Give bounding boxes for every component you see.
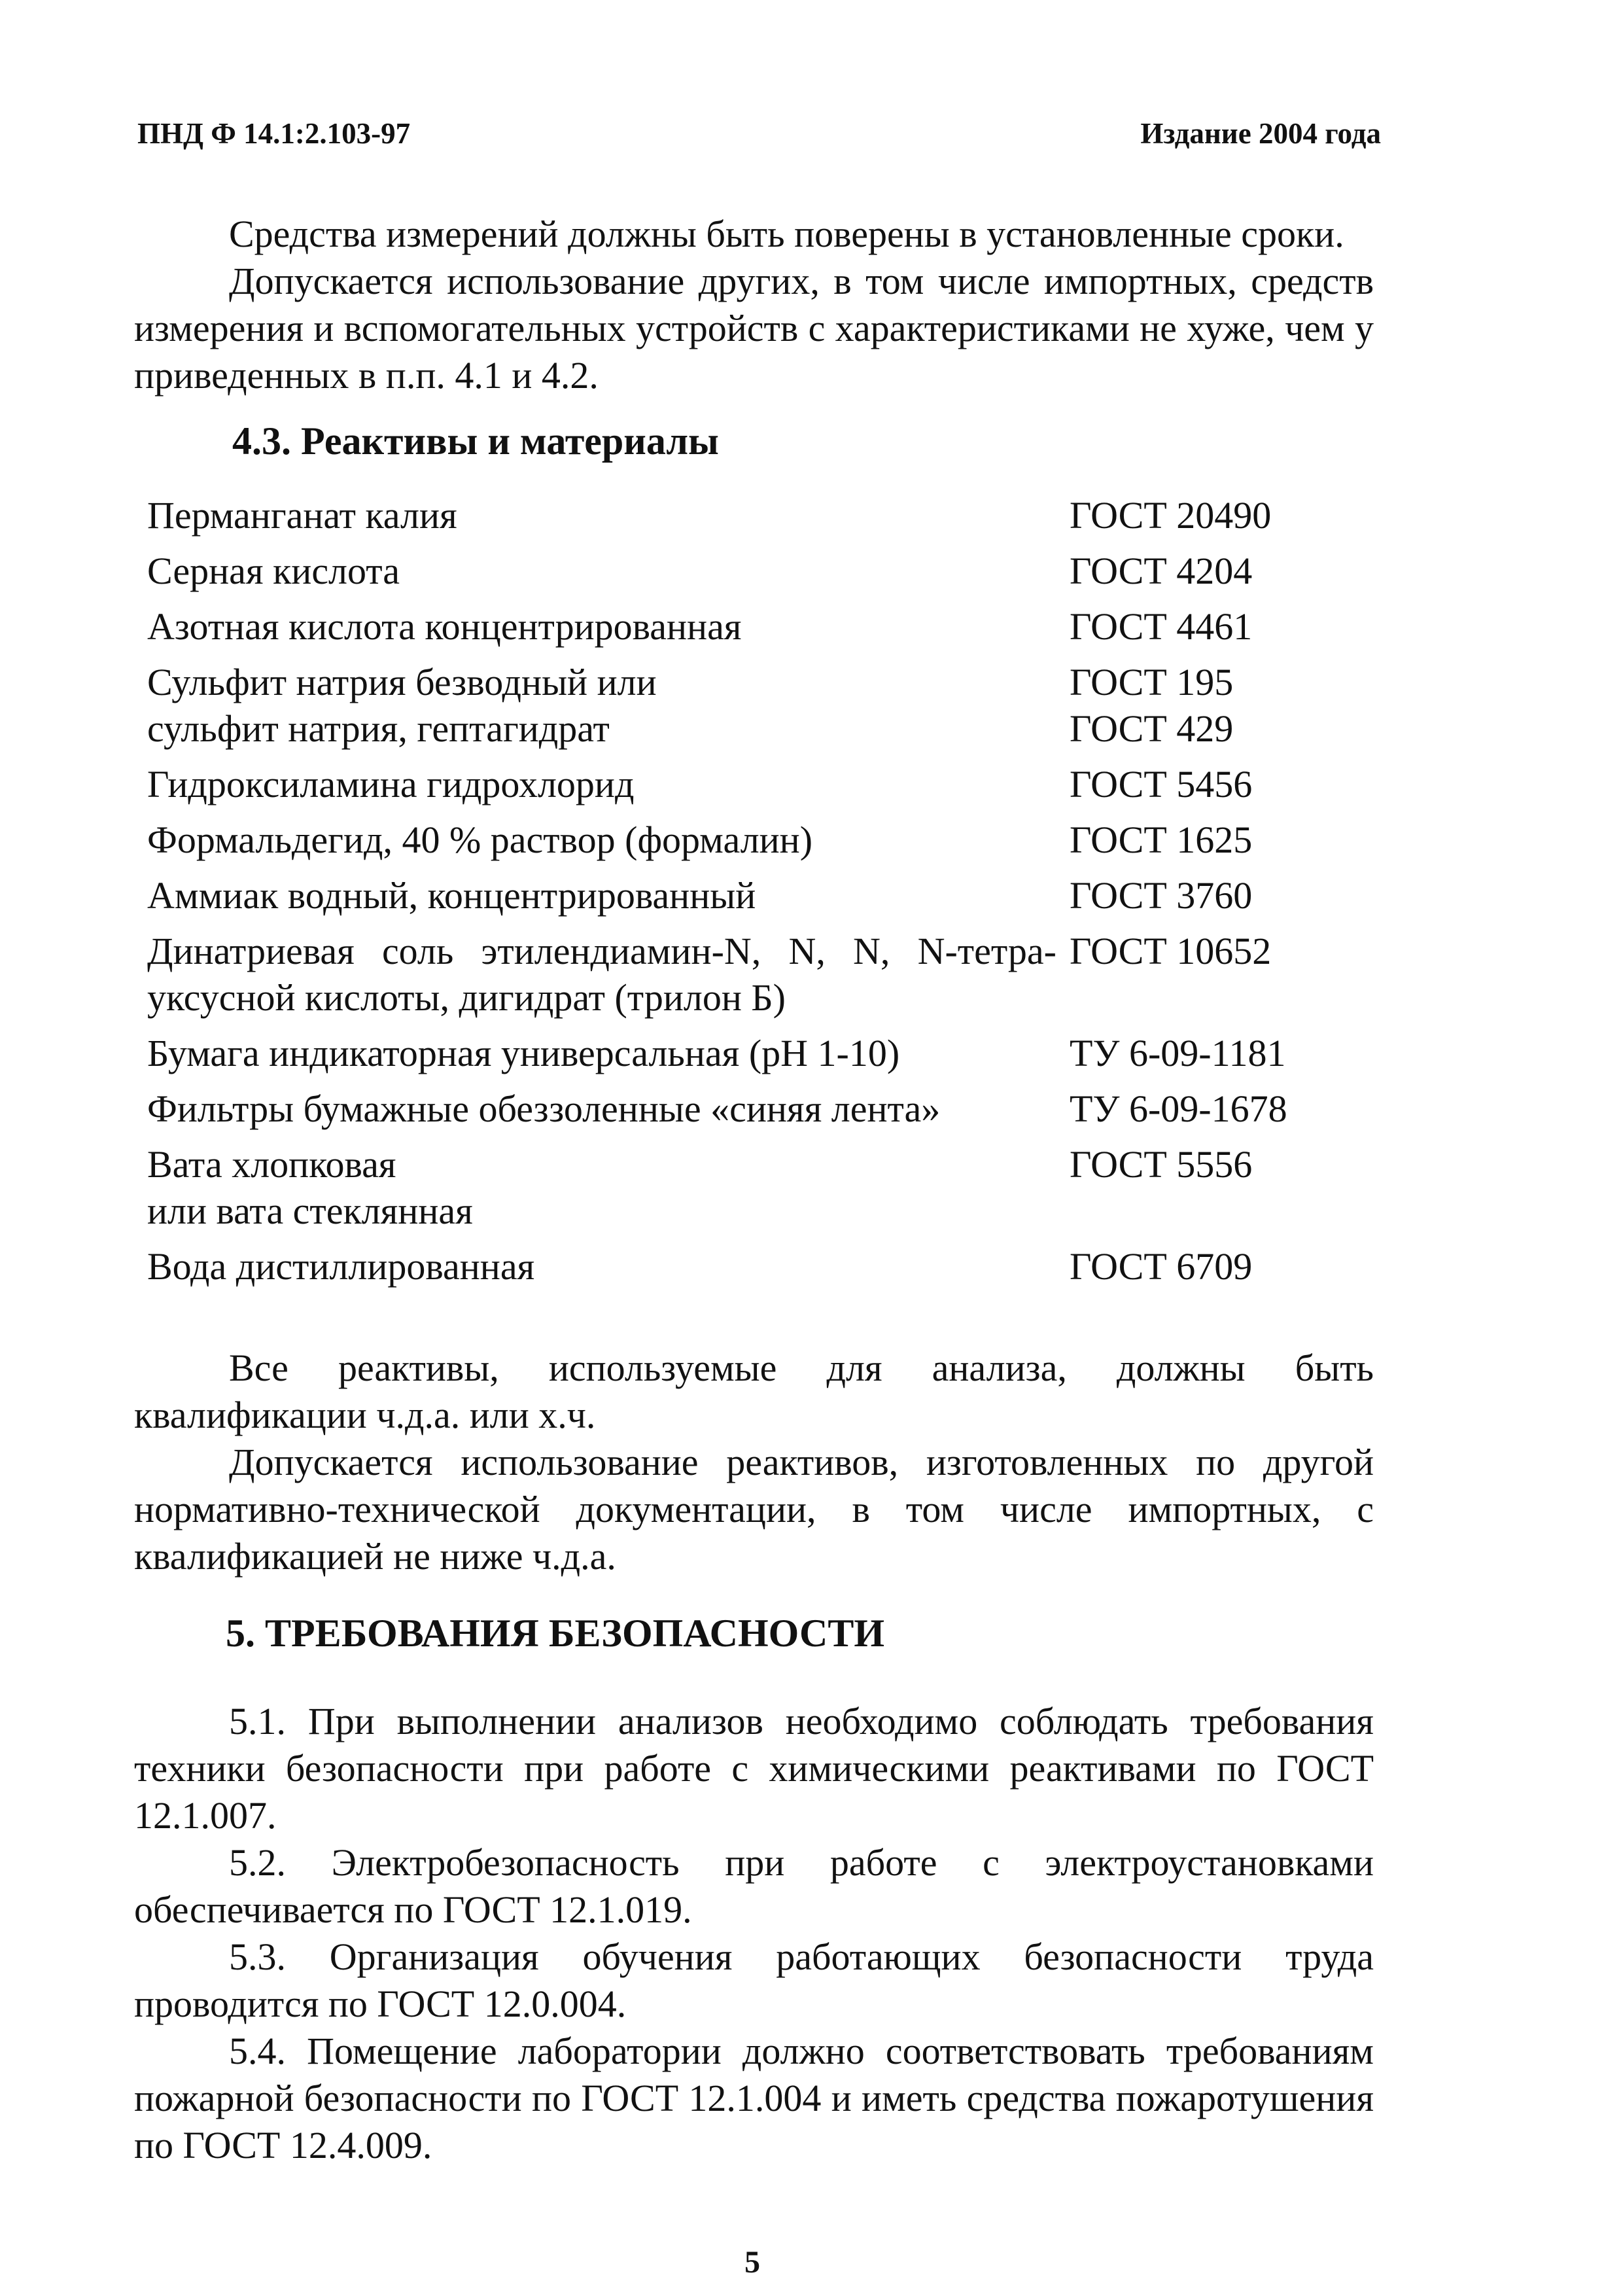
table-row: [147, 1030, 1325, 1086]
reagent-standard: ГОСТ 5456: [1070, 763, 1253, 805]
table-row: [147, 603, 1325, 659]
reagent-name-line: сульфит натрия, гептагидрат: [147, 707, 610, 750]
table-row: [147, 761, 1325, 817]
reagent-name: Аммиак водный, концентрированный: [147, 874, 756, 917]
paragraph: 5.1. При выполнении анализов необходимо соблюдать требования техники безопасности при работе с химическими реактивами по ГОСТ 12.1.007.: [134, 1700, 1374, 1837]
section-heading-reagents: 4.3. Реактивы и материалы: [232, 419, 719, 463]
table-row: [147, 548, 1325, 603]
reagents-notes: [134, 1345, 1374, 1580]
reagent-name: Азотная кислота концентрированная: [147, 605, 742, 648]
reagent-name: Перманганат калия: [147, 494, 457, 537]
table-row: [147, 492, 1325, 548]
reagent-name: [147, 1141, 1070, 1243]
document-code: ПНД Ф 14.1:2.103-97: [137, 117, 411, 150]
reagent-standard: ГОСТ 5556: [1070, 1143, 1253, 1186]
reagents-table: [147, 492, 1325, 1299]
page-header: [137, 116, 1381, 150]
paragraph: 5.3. Организация обучения работающих безопасности труда проводится по ГОСТ 12.0.004.: [134, 1935, 1374, 2025]
page-number: 5: [744, 2245, 760, 2280]
reagent-standard: ГОСТ 4204: [1070, 550, 1253, 592]
reagent-name: Серная кислота: [147, 550, 400, 592]
paragraph: Все реактивы, используемые для анализа, должны быть квалификации ч.д.а. или х.ч.: [134, 1347, 1374, 1436]
reagent-name: Динатриевая соль этилендиамин-N, N, N, N-тетра-уксусной кислоты, дигидрат (трилон Б): [147, 930, 1056, 1019]
reagent-name: Бумага индикаторная универсальная (рН 1-10): [147, 1032, 900, 1074]
intro-text: [134, 211, 1374, 399]
paragraph: 5.4. Помещение лаборатории должно соответствовать требованиям пожарной безопасности по ГОСТ 12.1.004 и иметь средства пожаротушения по ГОСТ 12.4.009.: [134, 2030, 1374, 2166]
table-row: [147, 659, 1325, 761]
reagent-standard: ГОСТ 20490: [1070, 494, 1272, 537]
paragraph: Допускается использование других, в том числе импортных, средств измерения и вспомогательных устройств с характеристиками не хуже, чем у приведенных в п.п. 4.1 и 4.2.: [134, 260, 1374, 397]
reagent-standard: ГОСТ 1625: [1070, 819, 1253, 861]
reagent-standard-line: ГОСТ 429: [1070, 707, 1234, 750]
table-row: [147, 817, 1325, 872]
section-heading-safety: 5. ТРЕБОВАНИЯ БЕЗОПАСНОСТИ: [226, 1612, 885, 1655]
table-row: [147, 1141, 1325, 1243]
edition-label: Издание 2004 года: [1140, 117, 1381, 150]
reagent-name-line: или вата стеклянная: [147, 1190, 473, 1232]
table-row: [147, 872, 1325, 928]
reagent-standard-line: ГОСТ 195: [1070, 661, 1234, 703]
reagent-standard: ГОСТ 3760: [1070, 874, 1253, 917]
paragraph: Средства измерений должны быть поверены в установленные сроки.: [229, 213, 1344, 255]
safety-requirements: [134, 1698, 1374, 2169]
reagent-name: Вода дистиллированная: [147, 1245, 535, 1288]
reagent-name-line: Сульфит натрия безводный или: [147, 661, 657, 703]
table-row: [147, 1243, 1325, 1299]
reagent-standard: ГОСТ 4461: [1070, 605, 1253, 648]
reagent-standard: [1070, 659, 1325, 761]
reagent-standard: ГОСТ 10652: [1070, 930, 1272, 972]
reagent-name: Фильтры бумажные обеззоленные «синяя лента»: [147, 1087, 941, 1130]
reagent-standard: ТУ 6-09-1181: [1070, 1032, 1286, 1074]
reagent-name: Формальдегид, 40 % раствор (формалин): [147, 819, 813, 861]
paragraph: Допускается использование реактивов, изготовленных по другой нормативно-технической документации, в том числе импортных, с квалификацией не ниже ч.д.а.: [134, 1441, 1374, 1578]
reagent-name: Гидроксиламина гидрохлорид: [147, 763, 635, 805]
table-row: [147, 1086, 1325, 1141]
table-row: [147, 928, 1325, 1030]
reagent-name-line: Вата хлопковая: [147, 1143, 396, 1186]
reagent-name: [147, 659, 1070, 761]
paragraph: 5.2. Электробезопасность при работе с электроустановками обеспечивается по ГОСТ 12.1.019.: [134, 1841, 1374, 1931]
reagent-standard: ТУ 6-09-1678: [1070, 1087, 1287, 1130]
reagent-standard: ГОСТ 6709: [1070, 1245, 1253, 1288]
